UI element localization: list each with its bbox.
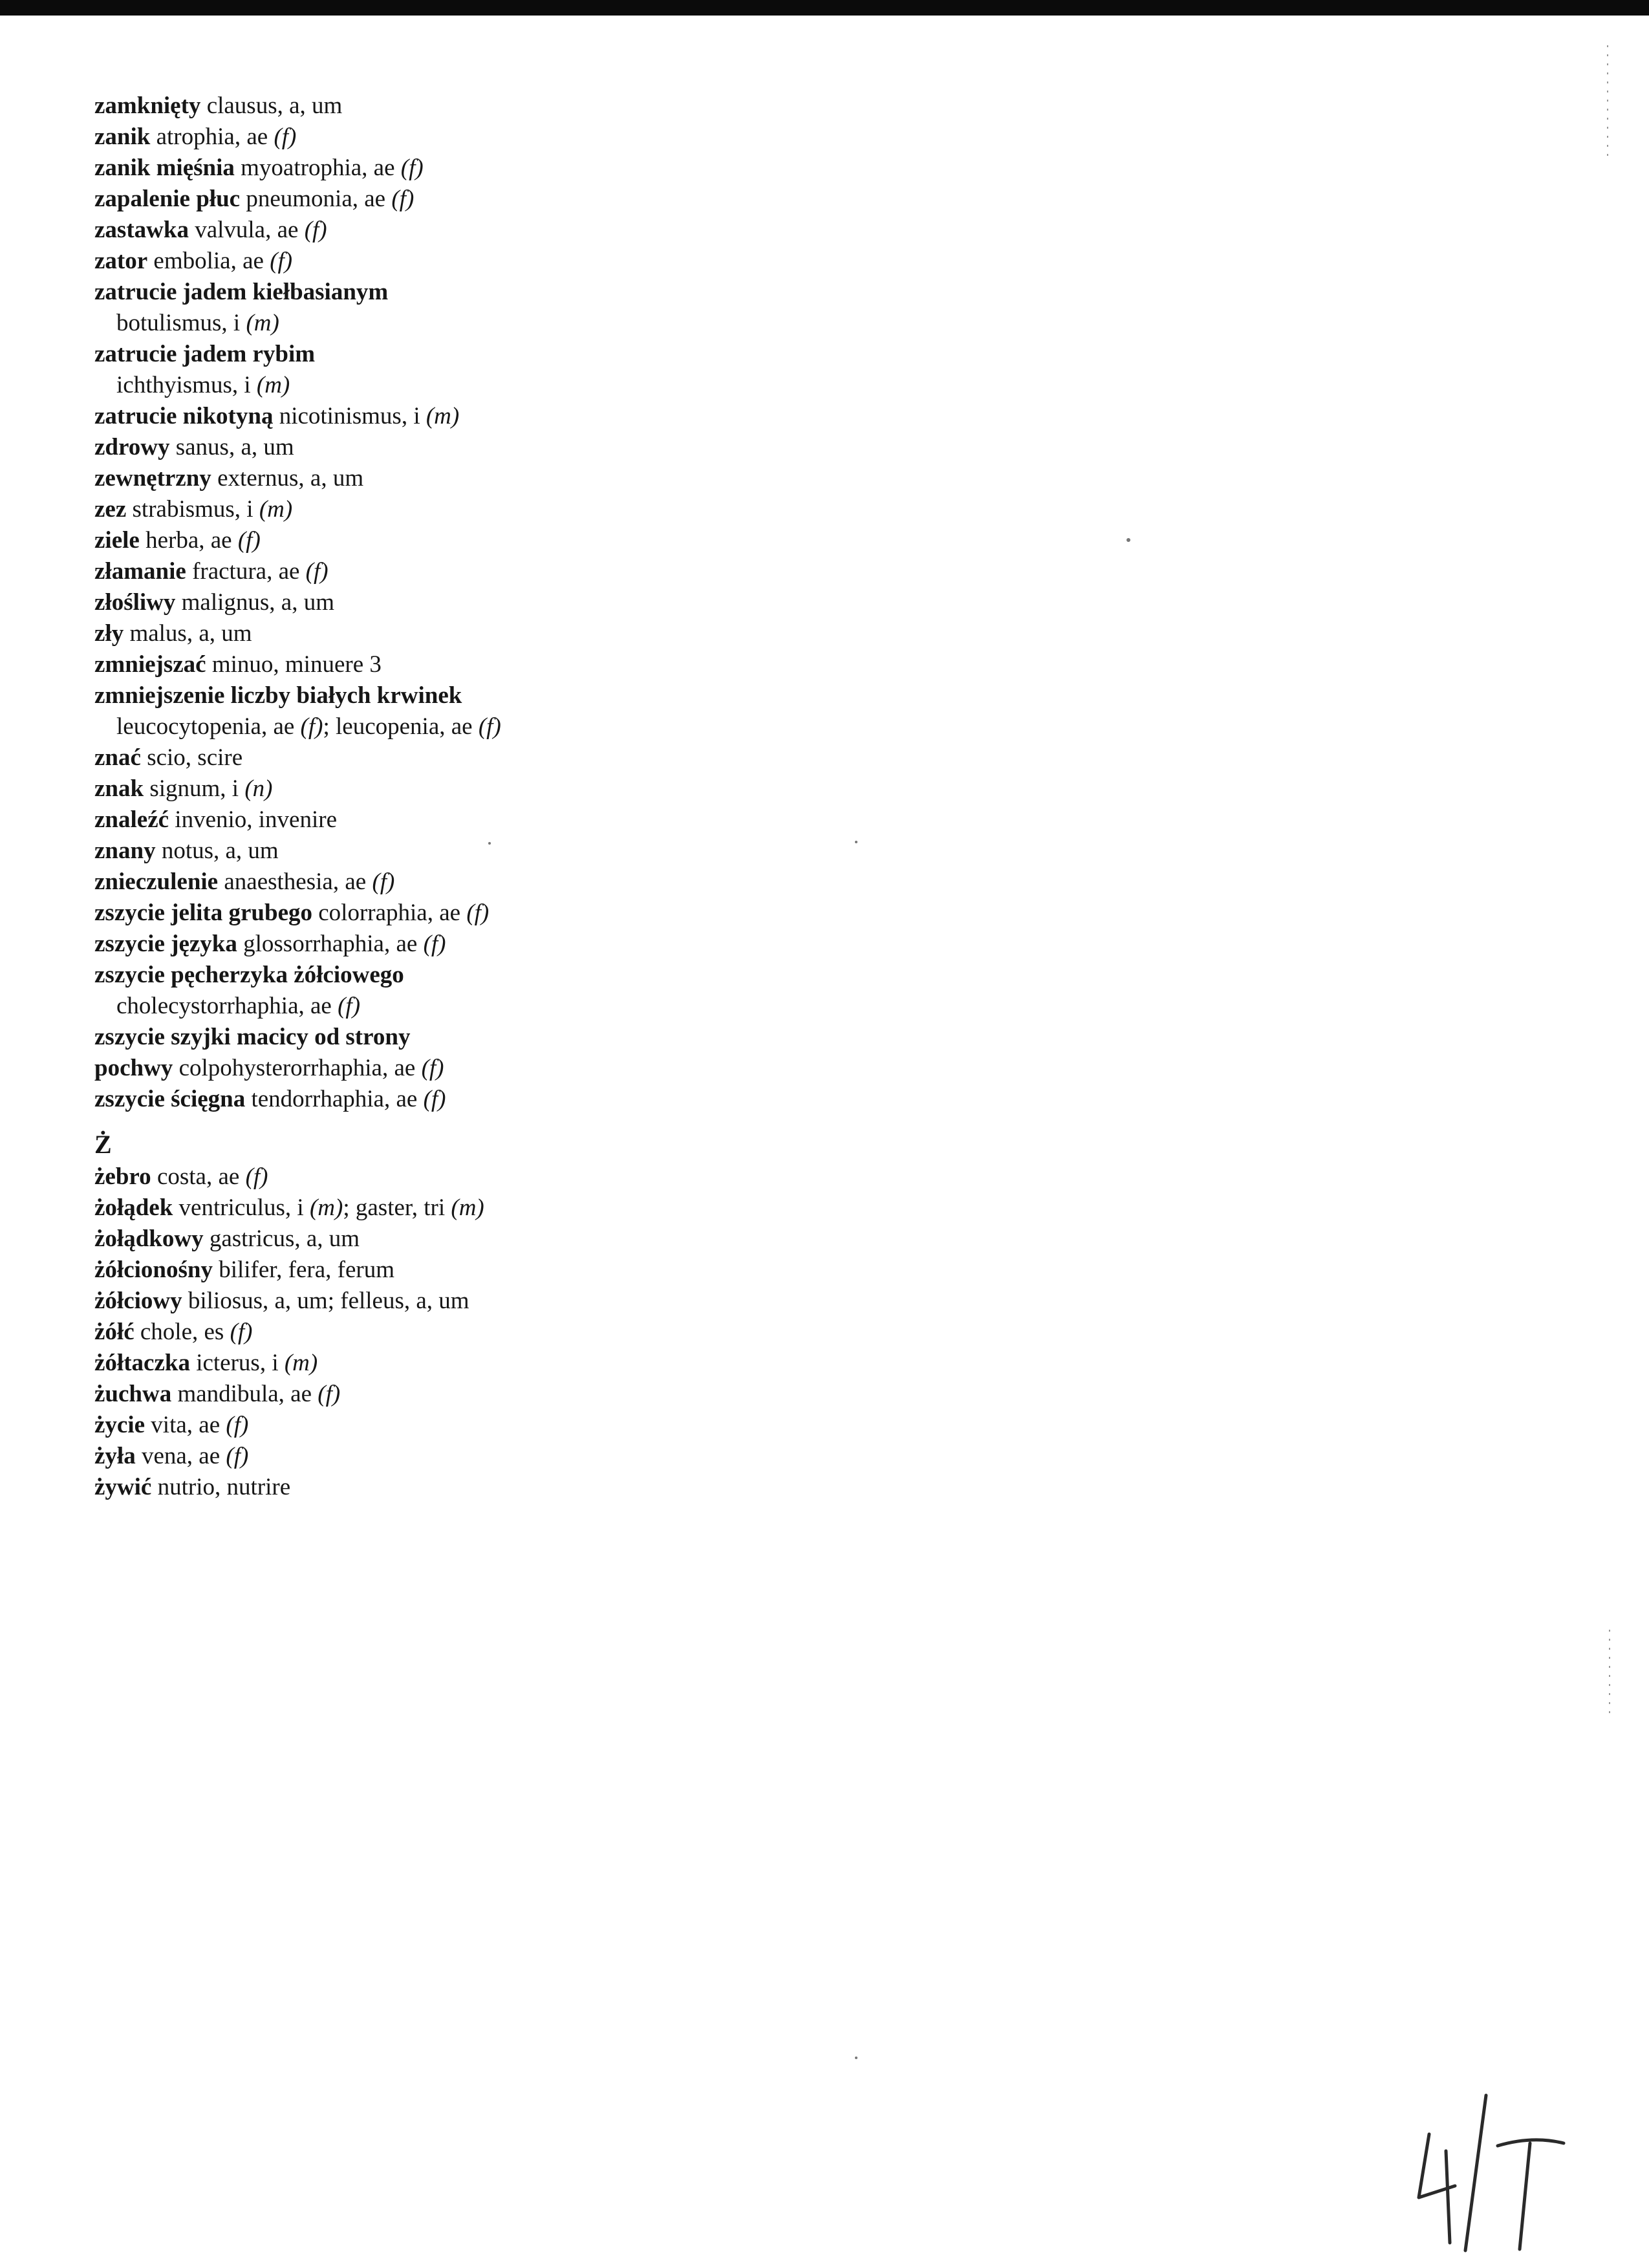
entry-term: zanik mięśnia [94,155,235,181]
entry-term: zszycie jelita grubego [94,900,312,926]
entry-definition: ; gaster, tri [343,1194,451,1221]
entry-definition: valvula, ae [188,217,305,243]
dictionary-entry [94,1224,1064,1255]
entry-definition: nicotinismus, i [273,403,426,429]
dictionary-entry [94,1255,1064,1286]
entry-gender: (f) [400,155,424,181]
dictionary-entry [94,773,1064,805]
dictionary-entry [94,1161,1064,1193]
section-letter: Ż [94,1130,112,1159]
entry-definition: embolia, ae [147,248,270,274]
entry-gender: (f) [338,993,361,1019]
entry-gender: (m) [246,310,279,336]
scan-speck [488,842,491,845]
entry-term: pochwy [94,1055,173,1081]
dictionary-entry [94,277,1064,308]
entry-gender: (m) [256,372,290,398]
entry-gender: (f) [423,1086,446,1112]
dictionary-entry [94,742,1064,773]
dictionary-entry [94,153,1064,184]
entry-term: żyła [94,1443,136,1469]
entry-definition: notus, a, um [155,837,279,864]
entry-definition: chole, es [134,1319,230,1345]
entry-term: zdrowy [94,434,170,460]
entry-definition: invenio, invenire [169,806,338,833]
entry-term: żołądek [94,1194,173,1221]
entry-definition: fractura, ae [186,558,306,585]
dictionary-entry [94,556,1064,587]
entry-term: życie [94,1412,146,1438]
entry-definition: pneumonia, ae [240,186,392,212]
dictionary-entry [94,680,1064,711]
entry-gender: (f) [466,900,490,926]
entry-definition: herba, ae [139,527,238,554]
entry-definition: strabismus, i [126,496,259,523]
entry-term: zewnętrzny [94,465,211,491]
dictionary-entry [94,432,1064,463]
entry-term: znak [94,775,144,802]
entry-gender: (f) [245,1163,268,1190]
dictionary-entry [94,805,1064,836]
entry-term: złamanie [94,558,186,585]
entry-definition: externus, a, um [211,465,364,491]
entry-definition: malus, a, um [124,620,252,647]
entry-definition: malignus, a, um [175,589,335,616]
entry-definition: vita, ae [145,1412,226,1438]
dictionary-entry [94,339,1064,370]
entry-gender: (f) [300,713,323,740]
dictionary-entry [94,1410,1064,1441]
entry-gender: (f) [372,869,395,895]
entry-term: zastawka [94,217,189,243]
entry-term: zatrucie nikotyną [94,403,274,429]
entry-term: zatrucie jadem kiełbasianym [94,279,389,305]
dictionary-entry [94,1193,1064,1224]
handwritten-page-mark [1410,2089,1578,2257]
entry-definition: nutrio, nutrire [151,1474,291,1500]
dictionary-entry [94,494,1064,525]
entry-definition: colpohysterorrhaphia, ae [173,1055,422,1081]
entry-term: zapalenie płuc [94,186,241,212]
entry-definition: icterus, i [189,1350,285,1376]
entry-definition: gastricus, a, um [203,1226,360,1252]
entry-definition: colorraphia, ae [312,900,467,926]
dictionary-entry [94,1441,1064,1472]
entry-term: znany [94,837,156,864]
dictionary-entry [94,1084,1064,1115]
dictionary-entry [94,867,1064,898]
entry-continuation [94,370,1064,401]
entry-definition: myoatrophia, ae [234,155,401,181]
entry-term: zły [94,620,124,647]
entry-gender: (f) [274,124,297,150]
entry-gender: (f) [305,558,329,585]
entry-definition: signum, i [144,775,245,802]
scan-speck [1126,538,1130,542]
entry-definition: atrophia, ae [150,124,274,150]
entry-definition: ; leucopenia, ae [323,713,479,740]
entry-term: zszycie szyjki macicy od strony [94,1024,411,1050]
dictionary-entry [94,525,1064,556]
entry-definition: ichthyismus, i [116,372,257,398]
entry-gender: (m) [426,403,460,429]
entry-term: złośliwy [94,589,176,616]
entry-gender: (f) [230,1319,253,1345]
entry-gender: (f) [391,186,415,212]
entry-definition: botulismus, i [116,310,246,336]
entry-definition: glossorrhaphia, ae [237,931,424,957]
entry-term: żółtaczka [94,1350,190,1376]
entry-term: zszycie ścięgna [94,1086,246,1112]
entry-definition: clausus, a, um [200,92,343,119]
entry-definition: scio, scire [140,744,243,771]
dictionary-entry [94,401,1064,432]
dictionary-entry [94,91,1064,122]
entry-definition: biliosus, a, um; felleus, a, um [182,1288,469,1314]
entry-definition: minuo, minuere 3 [206,651,382,678]
entry-gender: (f) [226,1443,249,1469]
entry-definition: anaesthesia, ae [218,869,372,895]
entry-term: zez [94,496,127,523]
entry-term: żółć [94,1319,135,1345]
entry-term: zamknięty [94,92,201,119]
entry-definition: bilifer, fera, ferum [212,1257,394,1283]
entry-definition: ventriculus, i [173,1194,310,1221]
entry-gender: (f) [304,217,327,243]
scan-speck [855,2057,857,2059]
entry-gender: (m) [309,1194,343,1221]
entry-gender: (f) [237,527,261,554]
scan-speck [855,841,857,843]
dictionary-entry [94,587,1064,618]
dictionary-entry [94,1317,1064,1348]
entry-term: zmniejszać [94,651,206,678]
entry-term: zator [94,248,148,274]
dictionary-entry [94,836,1064,867]
entry-gender: (f) [226,1412,249,1438]
entry-gender: (f) [318,1381,341,1407]
entry-definition: cholecystorrhaphia, ae [116,993,338,1019]
entry-continuation [94,991,1064,1022]
entry-term: znieczulenie [94,869,219,895]
entry-term: żywić [94,1474,152,1500]
scan-top-edge [0,0,1649,16]
dictionary-entry [94,184,1064,215]
entry-term: zatrucie jadem rybim [94,341,316,367]
entry-term: zszycie języka [94,931,237,957]
entry-definition: sanus, a, um [169,434,294,460]
dictionary-entry [94,960,1064,991]
dictionary-entry [94,1348,1064,1379]
scan-edge-noise [1609,1630,1610,1720]
entry-term: żółcionośny [94,1257,213,1283]
entry-term: ziele [94,527,140,554]
entry-term: zmniejszenie liczby białych krwinek [94,682,462,709]
entry-term: żuchwa [94,1381,172,1407]
dictionary-entry [94,1022,1064,1053]
entry-gender: (n) [244,775,273,802]
dictionary-entry [94,463,1064,494]
dictionary-entry [94,929,1064,960]
entry-definition: tendorrhaphia, ae [245,1086,424,1112]
entry-term: żebro [94,1163,151,1190]
entry-continuation [94,711,1064,742]
entry-term: znaleźć [94,806,169,833]
entry-gender: (m) [451,1194,484,1221]
entry-definition: costa, ae [151,1163,246,1190]
entry-definition: mandibula, ae [171,1381,318,1407]
dictionary-entry [94,246,1064,277]
dictionary-entry [94,215,1064,246]
entry-term: zszycie pęcherzyka żółciowego [94,962,404,988]
dictionary-entry [94,649,1064,680]
entry-gender: (m) [284,1350,318,1376]
dictionary-entry [94,898,1064,929]
entry-definition: vena, ae [135,1443,226,1469]
entry-gender: (f) [423,931,446,957]
entry-gender: (m) [259,496,293,523]
entry-term: znać [94,744,141,771]
scan-edge-noise [1607,45,1608,162]
dictionary-entry [94,618,1064,649]
dictionary-entry-list [94,91,1064,1503]
entry-term: zanik [94,124,151,150]
dictionary-entry [94,1053,1064,1084]
entry-term: żołądkowy [94,1226,204,1252]
entry-definition: leucocytopenia, ae [116,713,301,740]
dictionary-entry [94,1472,1064,1503]
dictionary-entry [94,122,1064,153]
entry-gender: (f) [270,248,293,274]
entry-gender: (f) [478,713,501,740]
entry-continuation [94,308,1064,339]
entry-term: żółciowy [94,1288,182,1314]
dictionary-entry [94,1286,1064,1317]
dictionary-entry [94,1379,1064,1410]
entry-gender: (f) [421,1055,444,1081]
